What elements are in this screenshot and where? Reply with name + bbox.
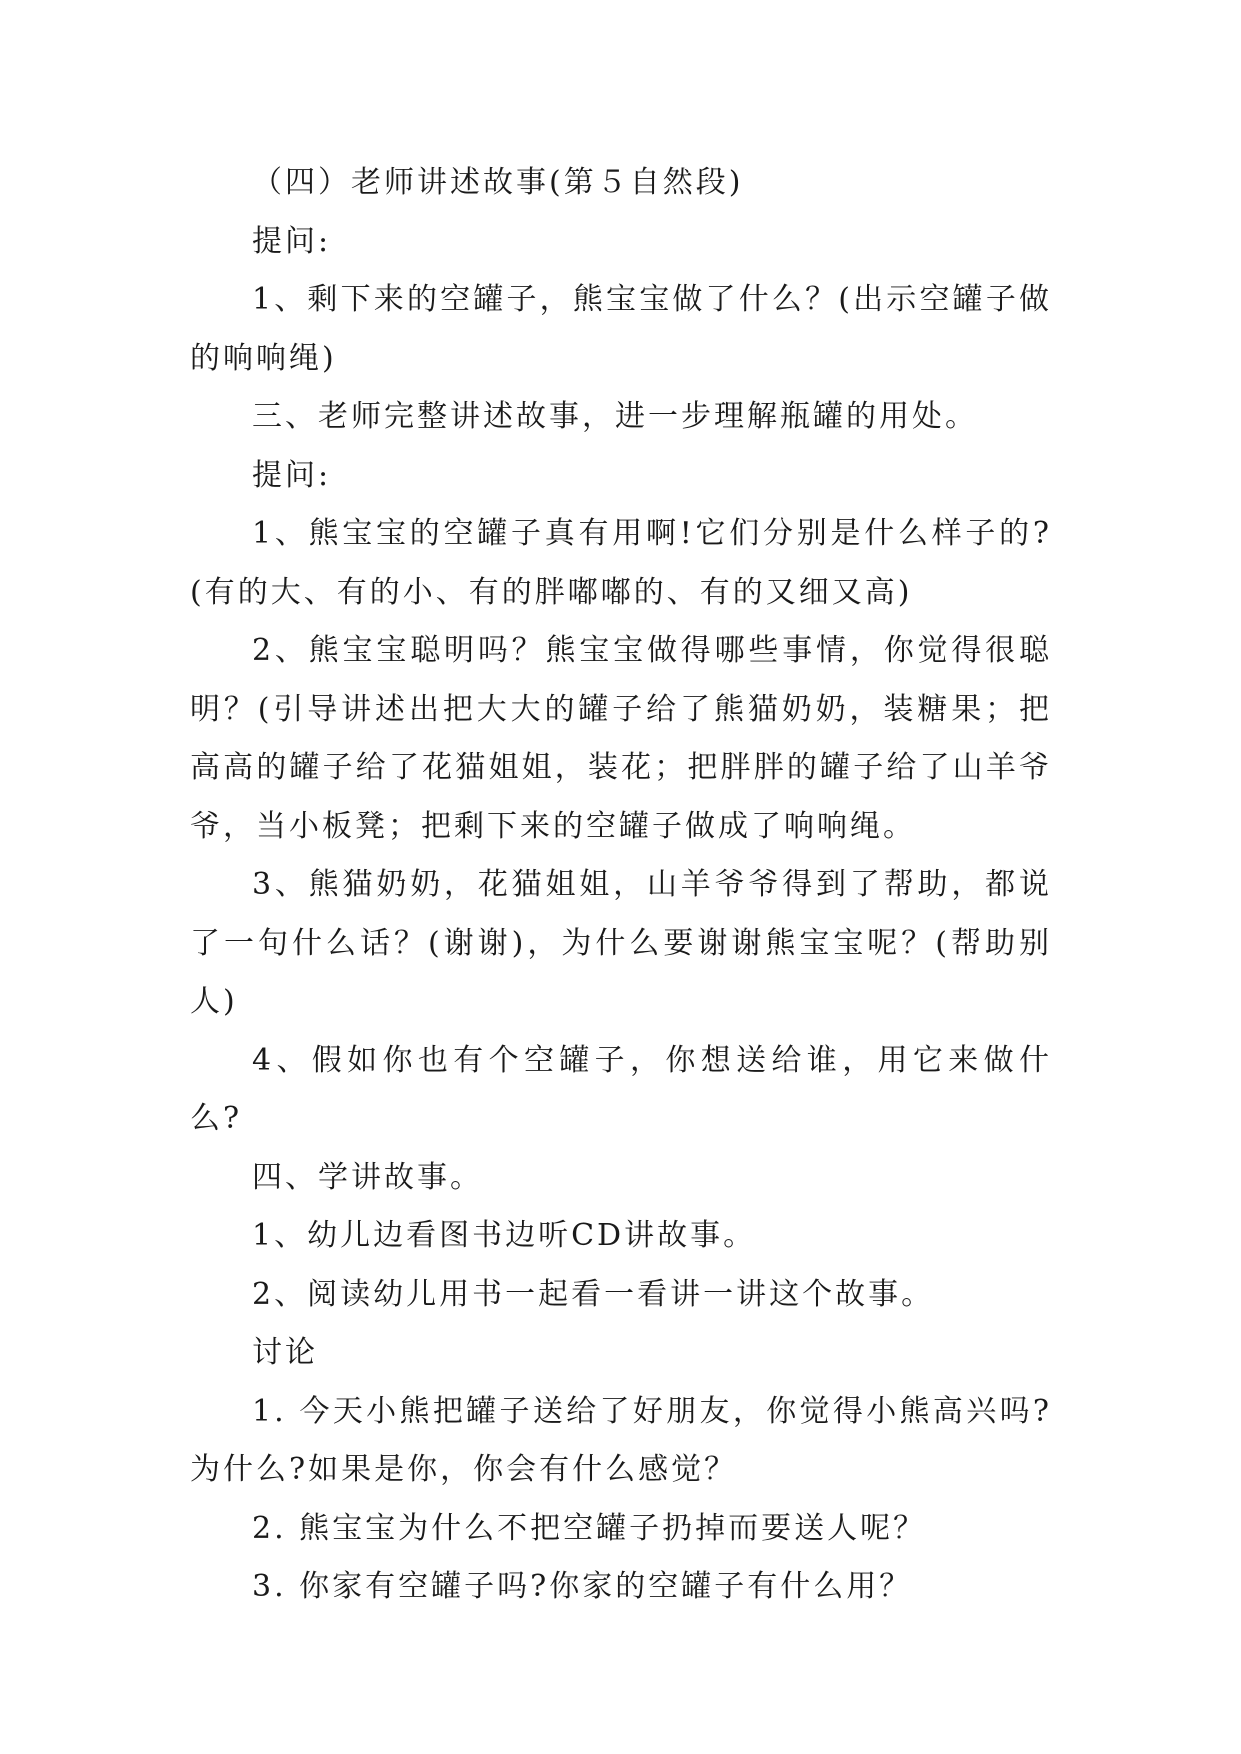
- question-item: 1、剩下来的空罐子，熊宝宝做了什么？(出示空罐子做的响响绳): [190, 282, 1052, 376]
- question-item: 3、熊猫奶奶，花猫姐姐，山羊爷爷得到了帮助，都说了一句什么话？(谢谢)，为什么要谢谢熊宝宝呢？(帮助别人): [190, 867, 1052, 1019]
- question-item: 2、熊宝宝聪明吗？熊宝宝做得哪些事情，你觉得很聪明？(引导讲述出把大大的罐子给了熊猫奶奶，装糖果；把高高的罐子给了花猫姐姐，装花；把胖胖的罐子给了山羊爷爷，当小板凳；把剩下来的空罐子做成了响响绳。: [190, 633, 1052, 844]
- question-label: 提问:: [252, 223, 332, 259]
- discussion-item: 3. 你家有空罐子吗?你家的空罐子有什么用？: [252, 1569, 913, 1604]
- question-label: 提问:: [252, 457, 332, 493]
- section-heading-full-story: 三、老师完整讲述故事，进一步理解瓶罐的用处。: [252, 399, 978, 434]
- discussion-item: 1. 今天小熊把罐子送给了好朋友，你觉得小熊高兴吗?为什么?如果是你，你会有什么感觉？: [190, 1393, 1052, 1487]
- activity-item: 1、幼儿边看图书边听CD讲故事。: [252, 1218, 757, 1253]
- section-heading-teacher-story: （四）老师讲述故事(第５自然段): [252, 165, 744, 200]
- discussion-label: 讨论: [252, 1335, 318, 1370]
- discussion-item: 2. 熊宝宝为什么不把空罐子扔掉而要送人呢？: [252, 1510, 927, 1546]
- section-heading-retell: 四、学讲故事。: [252, 1159, 483, 1195]
- document-body: [190, 154, 1052, 1617]
- question-item: 1、熊宝宝的空罐子真有用啊!它们分别是什么样子的?(有的大、有的小、有的胖嘟嘟的、有的又细又高): [190, 516, 1052, 610]
- question-item: 4、假如你也有个空罐子，你想送给谁，用它来做什么?: [190, 1042, 1052, 1136]
- activity-item: 2、阅读幼儿用书一起看一看讲一讲这个故事。: [252, 1276, 935, 1312]
